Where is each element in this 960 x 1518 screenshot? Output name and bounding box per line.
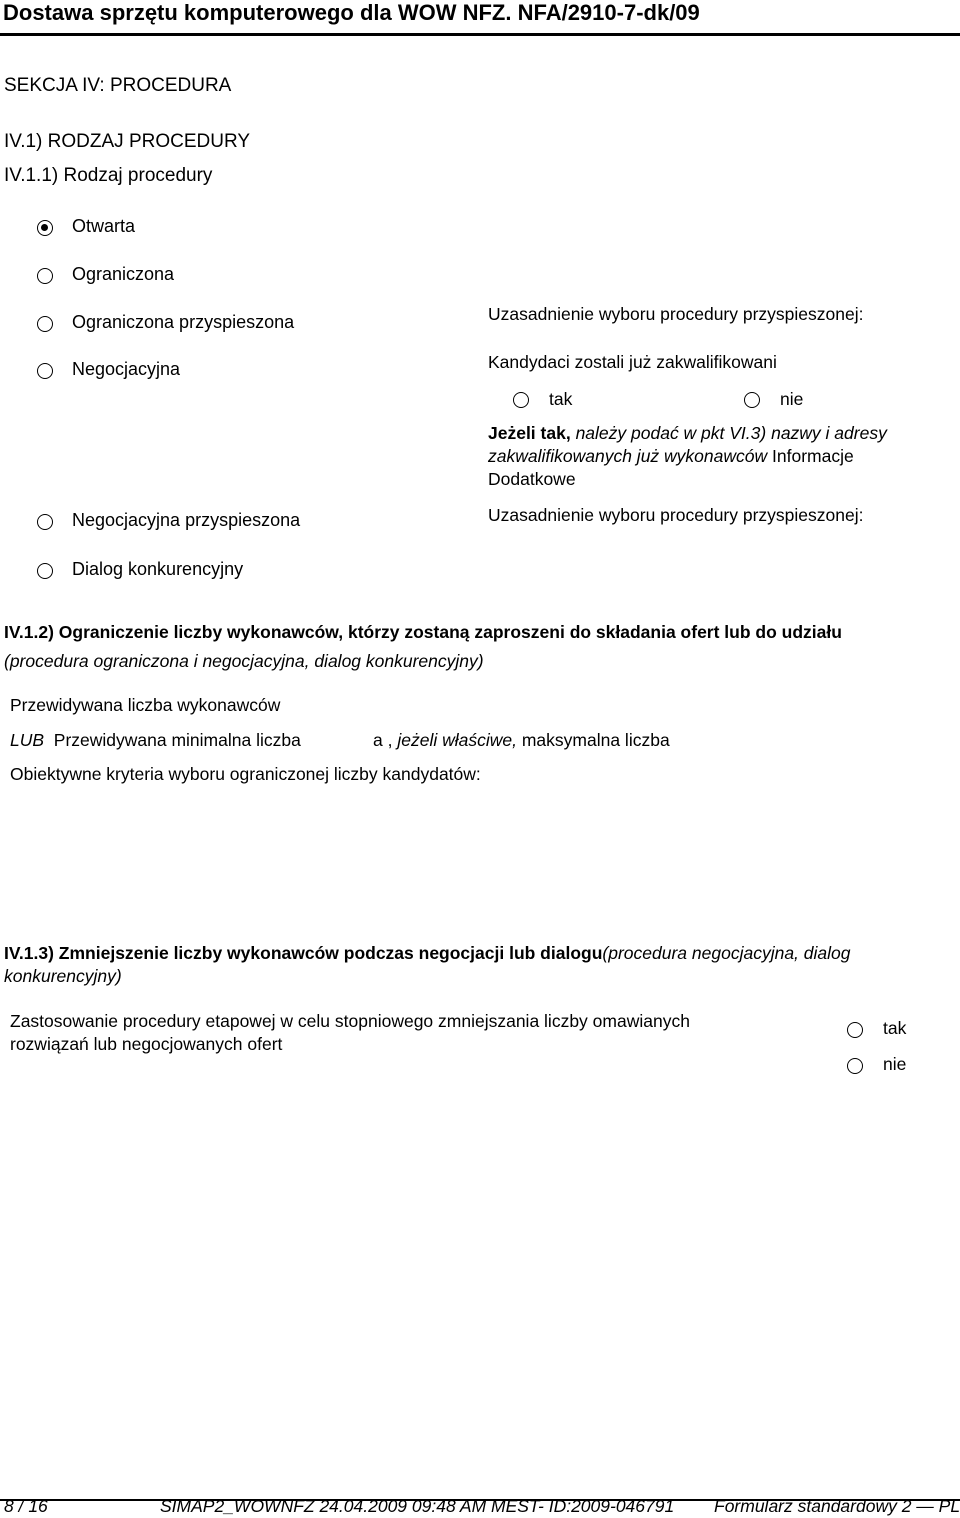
if-yes-normal-2: Informacje — [772, 446, 854, 466]
option-label: Negocjacyjna — [72, 359, 181, 379]
expected-min-label: Przewidywana minimalna liczba — [53, 730, 301, 750]
radio-icon[interactable] — [847, 1022, 863, 1038]
section-title: SEKCJA IV: PROCEDURA — [4, 75, 232, 96]
staged-procedure-line-1: Zastosowanie procedury etapowej w celu stopniowego zmniejszania liczby omawianych — [10, 1011, 690, 1031]
if-yes-italic: należy podać w pkt VI.3) nazwy i adresy — [570, 423, 887, 443]
iv13-heading-line-2: konkurencyjny) — [4, 966, 122, 986]
staged-procedure-line-2: rozwiązań lub negocjowanych ofert — [10, 1034, 283, 1054]
criteria-label: Obiektywne kryteria wyboru ograniczonej liczby kandydatów: — [10, 764, 481, 784]
option-label: tak — [883, 1018, 907, 1038]
iv13-heading-italic: (procedura negocjacyjna, dialog — [602, 943, 851, 963]
radio-icon[interactable] — [744, 392, 760, 408]
max-count-label: maksymalna liczba — [521, 730, 670, 750]
lub-label: LUB — [10, 730, 45, 750]
if-yes-bold: Jeżeli tak, — [488, 423, 571, 443]
procedure-type-heading: IV.1.1) Rodzaj procedury — [4, 165, 213, 186]
radio-icon[interactable] — [37, 563, 53, 579]
option-label: Negocjacyjna przyspieszona — [72, 510, 301, 530]
radio-checked-icon[interactable] — [37, 220, 53, 236]
max-count-line — [373, 730, 670, 751]
option-label: nie — [780, 389, 804, 409]
expected-min-line — [10, 730, 301, 751]
if-yes-italic-2: zakwalifikowanych już wykonawców — [488, 446, 772, 466]
document-title: Dostawa sprzętu komputerowego dla WOW NFZ. NFA/2910-7-dk/09 — [3, 0, 700, 25]
option-label: Ograniczona przyspieszona — [72, 312, 295, 332]
iv13-heading-bold: IV.1.3) Zmniejszenie liczby wykonawców podczas negocjacji lub dialogu — [4, 943, 603, 963]
radio-icon[interactable] — [37, 363, 53, 379]
if-yes-note-line-3: Dodatkowe — [488, 469, 576, 489]
radio-icon[interactable] — [37, 268, 53, 284]
option-label: Ograniczona — [72, 264, 175, 284]
expected-count-label: Przewidywana liczba wykonawców — [10, 695, 281, 715]
iv12-heading: IV.1.2) Ograniczenie liczby wykonawców, którzy zostaną zaproszeni do składania ofert lub do udziału — [4, 622, 842, 642]
if-applicable-label: jeżeli właściwe, — [397, 730, 517, 750]
justification-label-1: Uzasadnienie wyboru procedury przyspieszonej: — [488, 304, 864, 324]
subsection-title: IV.1) RODZAJ PROCEDURY — [4, 131, 250, 152]
option-label: Dialog konkurencyjny — [72, 559, 244, 579]
option-label: Otwarta — [72, 216, 136, 236]
document-id: SIMAP2_WOWNFZ 24.04.2009 09:48 AM MEST- ID:2009-046791 — [160, 1496, 675, 1516]
radio-icon[interactable] — [513, 392, 529, 408]
page-number: 8 / 16 — [4, 1496, 48, 1516]
radio-icon[interactable] — [847, 1058, 863, 1074]
a-label: a , — [373, 730, 393, 750]
header-divider — [0, 33, 960, 36]
option-label: nie — [883, 1054, 907, 1074]
if-yes-note-line-2 — [488, 446, 854, 467]
candidates-qualified-label: Kandydaci zostali już zakwalifikowani — [488, 352, 777, 372]
radio-icon[interactable] — [37, 514, 53, 530]
justification-label-2: Uzasadnienie wyboru procedury przyspieszonej: — [488, 505, 864, 525]
option-label: tak — [549, 389, 573, 409]
iv12-subheading: (procedura ograniczona i negocjacyjna, dialog konkurencyjny) — [4, 651, 484, 671]
form-name: Formularz standardowy 2 — PL — [714, 1496, 960, 1516]
if-yes-note-line-1 — [488, 423, 887, 444]
radio-icon[interactable] — [37, 316, 53, 332]
iv13-heading-line-1 — [4, 943, 850, 964]
